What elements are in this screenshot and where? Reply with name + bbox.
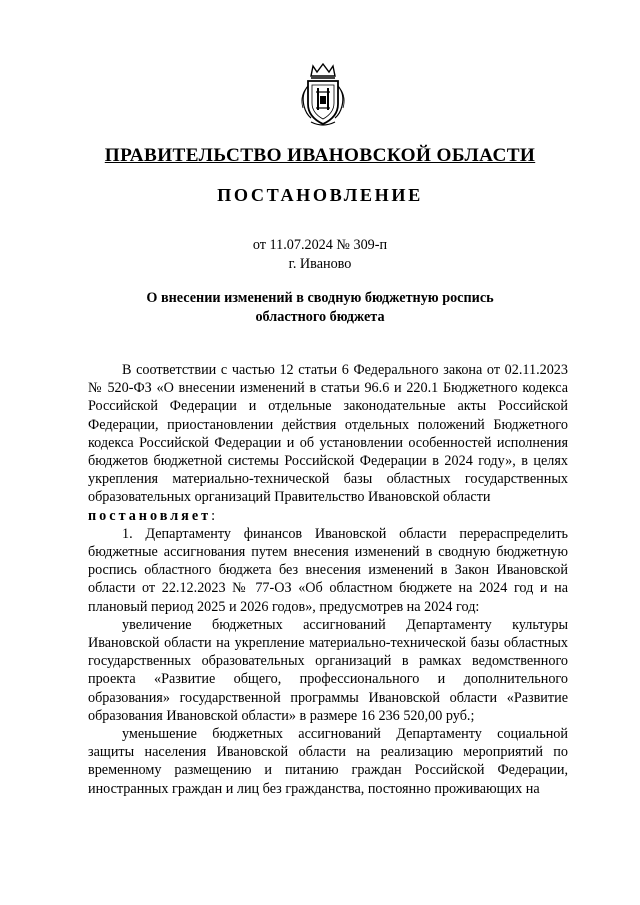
paragraph-decrease: уменьшение бюджетных ассигнований Департаменту социальной защиты населения Ивановской области на реализацию мероприятий по временному размещению и питанию граждан Российской Федерации, иностранных граждан и лиц без гражданства, постоянно проживающих на [88, 726, 568, 797]
document-city: г. Иваново [288, 256, 352, 272]
paragraph-1: 1. Департаменту финансов Ивановской области перераспределить бюджетные ассигнования путем внесения изменений в сводную бюджетную роспись областного бюджета без внесения изменений в Закон Ивановской области от 22.12.2023 № 77-ОЗ «Об областном бюджете на 2024 год и на плановый период 2025 и 2026 годов», предусмотрев на 2024 год: [88, 525, 568, 615]
document-type: ПОСТАНОВЛЕНИЕ [217, 185, 423, 205]
coat-of-arms-icon [297, 62, 349, 128]
decrees-line [88, 507, 568, 525]
subject-line-2: областного бюджета [255, 308, 385, 325]
document-body [88, 361, 568, 798]
decrees-word: постановляет [88, 507, 212, 524]
preamble-paragraph: В соответствии с частью 12 статьи 6 Федерального закона от 02.11.2023 № 520-ФЗ «О внесении изменений в статьи 96.6 и 220.1 Бюджетного кодекса Российской Федерации и отдельные законодательные акты Российской Федерации, приостановлении действия отдельных положений Бюджетного кодекса Российской Федерации и об установлении особенностей исполнения бюджетов бюджетной системы Российской Федерации в 2024 году», в целях укрепления материально-технической базы областных государственных образовательных организаций Правительство Ивановской области [88, 362, 568, 506]
document-date-number: от 11.07.2024 № 309-п [252, 237, 388, 253]
subject-line-1: О внесении изменений в сводную бюджетную роспись [146, 290, 494, 306]
document-subject [0, 289, 640, 326]
organization-title: ПРАВИТЕЛЬСТВО ИВАНОВСКОЙ ОБЛАСТИ [104, 145, 536, 166]
paragraph-increase: увеличение бюджетных ассигнований Департаменту культуры Ивановской области на укрепление материально-технической базы областных государственных образовательных организаций в рамках ведомственного проекта «Развитие общего, профессионального и дополнительного образования» государственной программы Ивановской области «Развитие образования Ивановской области» в размере 16 236 520,00 руб.; [88, 616, 568, 724]
decrees-colon: : [211, 507, 216, 524]
